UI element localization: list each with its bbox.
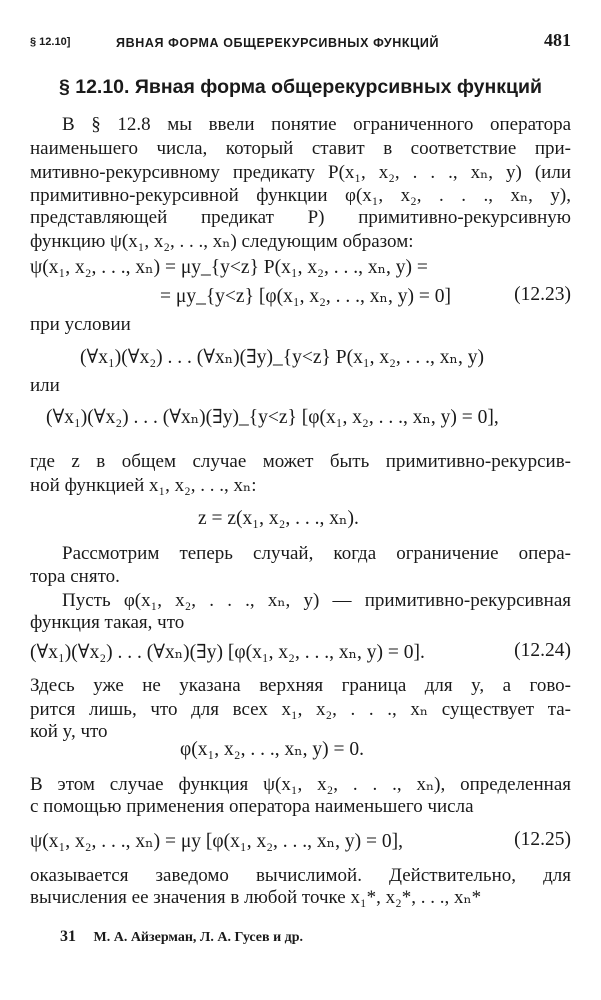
text-line-13: Пусть φ(x₁, x₂, . . ., xₙ, y) — примитивно-рекурсивная	[62, 590, 571, 611]
running-head-section: § 12.10]	[30, 36, 71, 48]
equation-number-12-23: (12.23)	[514, 284, 571, 305]
text-line-20: оказывается заведомо вычислимой. Действительно, для	[30, 865, 571, 886]
text-line-5: представляющей предикат P) примитивно-рекурсивную	[30, 207, 571, 228]
text-line-10: ной функцией x₁, x₂, . . ., xₙ:	[30, 475, 257, 496]
text-line-7: при условии	[30, 314, 131, 335]
running-head	[30, 30, 571, 54]
signature-mark: 31	[60, 928, 76, 945]
text-line-3: митивно-рекурсивному предикату P(x₁, x₂, . . ., xₙ, y) (или	[30, 162, 571, 183]
text-line-19: с помощью применения оператора наименьшего числа	[30, 796, 474, 817]
formula-6: (∀x₁)(∀x₂) . . . (∀xₙ)(∃y) [φ(x₁, x₂, . . ., xₙ, y) = 0].	[30, 642, 425, 663]
formula-3: (∀x₁)(∀x₂) . . . (∀xₙ)(∃y)_{y<z} P(x₁, x₂, . . ., xₙ, y)	[80, 347, 484, 368]
formula-1: ψ(x₁, x₂, . . ., xₙ) = μy_{y<z} P(x₁, x₂, . . ., xₙ, y) =	[30, 257, 428, 278]
formula-5: z = z(x₁, x₂, . . ., xₙ).	[198, 508, 359, 529]
text-line-18: В этом случае функция ψ(x₁, x₂, . . ., xₙ), определенная	[30, 774, 571, 795]
page-number: 481	[544, 30, 571, 50]
formula-7: φ(x₁, x₂, . . ., xₙ, y) = 0.	[180, 739, 365, 760]
text-line-21: вычисления ее значения в любой точке x₁*, x₂*, . . ., xₙ*	[30, 887, 482, 908]
text-line-17: кой y, что	[30, 721, 108, 742]
text-line-14: функция такая, что	[30, 612, 185, 633]
text-line-16: рится лишь, что для всех x₁, x₂, . . ., xₙ существует та-	[30, 699, 571, 720]
text-line-11: Рассмотрим теперь случай, когда ограничение опера-	[62, 543, 571, 564]
equation-number-12-25: (12.25)	[514, 829, 571, 850]
text-line-4: примитивно-рекурсивной функции φ(x₁, x₂, . . ., xₙ, y),	[30, 185, 571, 206]
text-line-2: наименьшего числа, который ставит в соответствие при-	[30, 138, 571, 159]
text-line-6: функцию ψ(x₁, x₂, . . ., xₙ) следующим образом:	[30, 231, 414, 252]
formula-8: ψ(x₁, x₂, . . ., xₙ) = μy [φ(x₁, x₂, . . ., xₙ, y) = 0],	[30, 831, 403, 852]
text-line-9: где z в общем случае может быть примитивно-рекурсив-	[30, 451, 571, 472]
formula-4: (∀x₁)(∀x₂) . . . (∀xₙ)(∃y)_{y<z} [φ(x₁, x₂, . . ., xₙ, y) = 0],	[46, 407, 499, 428]
text-line-12: тора снято.	[30, 566, 120, 587]
formula-2: = μy_{y<z} [φ(x₁, x₂, . . ., xₙ, y) = 0]	[160, 286, 451, 307]
text-line-8: или	[30, 375, 60, 396]
text-line-1: В § 12.8 мы ввели понятие ограниченного оператора	[62, 114, 571, 135]
section-heading: § 12.10. Явная форма общерекурсивных функций	[58, 76, 543, 98]
footer-authors: М. А. Айзерман, Л. А. Гусев и др.	[93, 930, 304, 945]
text-line-15: Здесь уже не указана верхняя граница для y, а гово-	[30, 675, 571, 696]
footer-signature	[60, 928, 303, 946]
running-head-title: ЯВНАЯ ФОРМА ОБЩЕРЕКУРСИВНЫХ ФУНКЦИЙ	[116, 36, 440, 50]
equation-number-12-24: (12.24)	[514, 640, 571, 661]
